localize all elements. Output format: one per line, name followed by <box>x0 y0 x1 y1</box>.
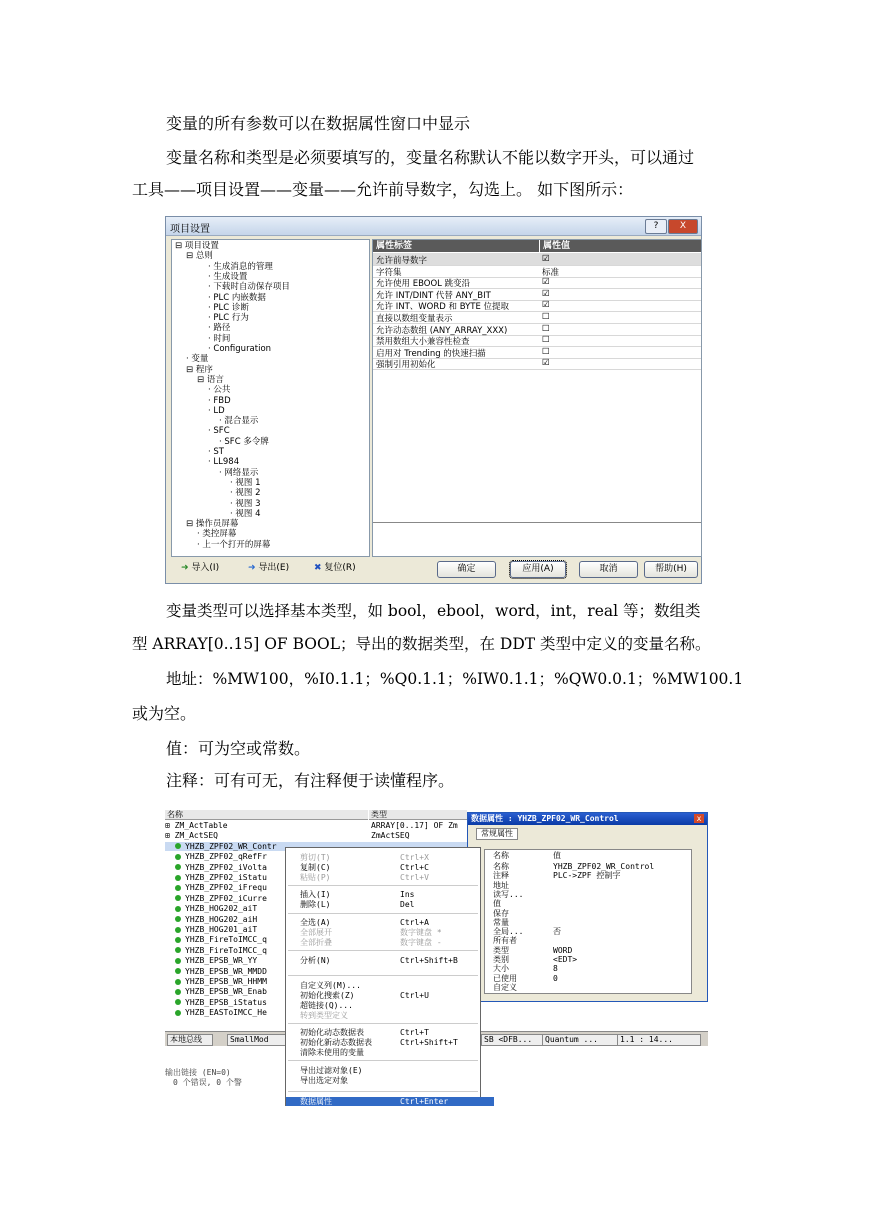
menu-item-label: 全部展开 <box>300 928 332 937</box>
variable-icon <box>175 885 181 891</box>
property-name: 所有者 <box>493 936 517 946</box>
variable-name: YHZB_EPSB_WR_YY <box>185 956 258 966</box>
cancel-button[interactable]: 取消 <box>579 561 638 578</box>
tree-item[interactable]: · 视图 1 <box>230 477 261 488</box>
variable-type: ZmActSEQ <box>371 831 410 841</box>
close-icon[interactable]: X <box>668 219 698 234</box>
property-label: 直接以数组变量表示 <box>376 314 453 324</box>
menu-item-shortcut: 数字键盘 - <box>400 938 442 947</box>
import-icon: ➜ <box>181 563 189 573</box>
import-label: 导入(I) <box>191 563 220 573</box>
tree-item[interactable]: ⊟ 总则 <box>186 251 213 262</box>
tree-item[interactable]: · FBD <box>208 395 231 406</box>
dialog-title: 项目设置 <box>170 224 210 235</box>
variable-type: ARRAY[0..17] OF Zm <box>371 821 458 830</box>
menu-item-label: 导出选定对象 <box>300 1076 348 1085</box>
property-name: 常量 <box>493 917 509 927</box>
reset-button[interactable] <box>314 561 356 576</box>
tree-item[interactable]: · 路径 <box>208 323 231 334</box>
reset-icon: ✖ <box>314 563 322 573</box>
property-value[interactable]: 否 <box>553 927 561 937</box>
property-name: 自定义 <box>493 982 517 992</box>
property-name: 读写... <box>493 889 524 899</box>
property-label: 允许动态数组 (ANY_ARRAY_XXX) <box>376 325 508 336</box>
taskbar-button[interactable]: Quantum ... <box>542 1034 618 1046</box>
menu-item[interactable] <box>300 1011 478 1021</box>
taskbar-button[interactable]: SB <DFB... <box>481 1034 543 1046</box>
menu-item-label: 插入(I) <box>300 890 331 899</box>
variable-icon <box>175 968 181 974</box>
tree-item[interactable]: · 类控屏幕 <box>197 529 237 540</box>
menu-item[interactable] <box>300 1001 478 1011</box>
menu-item[interactable] <box>300 956 478 966</box>
property-name: 已使用 <box>493 973 517 983</box>
variable-name: YHZB_ZPF02_iStatu <box>185 873 267 882</box>
menu-separator <box>288 1091 478 1092</box>
tree-item[interactable]: ⊟ 语言 <box>197 374 224 385</box>
property-value[interactable]: 标准 <box>542 267 560 278</box>
variable-editor-screenshot <box>165 810 708 1106</box>
properties-close-icon[interactable]: x <box>694 814 704 823</box>
property-value[interactable]: ☐ <box>542 312 550 322</box>
menu-item-label: 初始化搜索(Z) <box>300 991 355 1000</box>
property-value[interactable]: ☐ <box>542 346 550 357</box>
taskbar-button[interactable]: SmallMod <box>227 1034 289 1046</box>
variable-icon <box>175 864 181 870</box>
menu-item[interactable] <box>300 991 478 1001</box>
menu-item-label: 全部折叠 <box>300 938 332 947</box>
menu-item-shortcut: 数字键盘 * <box>400 928 442 937</box>
variable-name: YHZB_ZPF02_iFrequ <box>185 883 267 893</box>
help-icon[interactable]: ? <box>645 219 667 234</box>
output-line-1: 输出链接 (EN=0) <box>165 1068 231 1077</box>
property-row[interactable] <box>373 357 701 370</box>
menu-item[interactable] <box>300 1048 478 1058</box>
menu-item-label: 初始化新动态数据表 <box>300 1038 372 1047</box>
menu-item-shortcut: Ctrl+X <box>400 853 429 862</box>
menu-item[interactable] <box>300 981 478 991</box>
tree-item[interactable]: · SFC 多令牌 <box>219 436 269 447</box>
settings-tree <box>171 239 370 557</box>
property-value[interactable]: 8 <box>553 964 558 974</box>
output-line-2: 0 个错误, 0 个警 <box>173 1078 242 1087</box>
property-value[interactable]: <EDT> <box>553 955 578 964</box>
property-value[interactable]: 0 <box>553 973 558 983</box>
menu-item[interactable] <box>286 1097 494 1106</box>
property-value[interactable]: ☑ <box>542 288 550 299</box>
property-label: 允许前导数字 <box>376 256 428 266</box>
menu-item-label: 复制(C) <box>300 863 331 872</box>
dialog-titlebar <box>166 217 701 236</box>
variable-icon <box>175 979 181 985</box>
context-menu <box>285 847 481 1106</box>
expand-icon: ⊞ <box>165 831 175 841</box>
property-value[interactable]: WORD <box>553 945 573 955</box>
tree-item[interactable]: · PLC 诊断 <box>208 302 249 313</box>
col-name-header: 名称 <box>493 851 509 860</box>
expand-icon: ⊞ <box>165 821 175 830</box>
tree-item[interactable]: ⊟ 操作员屏幕 <box>186 519 239 530</box>
menu-item[interactable] <box>300 1066 478 1076</box>
menu-separator <box>288 1023 478 1024</box>
tree-item[interactable]: · ST <box>208 447 224 457</box>
tree-item[interactable]: · 公共 <box>208 385 231 396</box>
export-label: 导出(E) <box>258 563 290 573</box>
tree-item[interactable]: · 视图 2 <box>230 488 261 499</box>
export-button[interactable] <box>248 561 289 576</box>
menu-item-label: 清除未使用的变量 <box>300 1048 364 1057</box>
variable-icon <box>175 958 181 964</box>
tree-item[interactable]: ⊟ 项目设置 <box>175 241 219 251</box>
import-button[interactable] <box>181 561 219 576</box>
menu-item-label: 数据属性 <box>300 1097 332 1106</box>
variable-name: YHZB_EPSB_WR_Enab <box>185 987 267 997</box>
paragraph-1: 变量的所有参数可以在数据属性窗口中显示 <box>166 114 471 133</box>
paragraph-3-line-1: 变量类型可以选择基本类型，如 bool，ebool，word，int，real 等；数组类 <box>166 602 701 620</box>
menu-item[interactable] <box>300 918 478 928</box>
variable-name: ZM_ActSEQ <box>174 831 218 841</box>
property-name: 名称 <box>493 862 509 871</box>
help-button[interactable]: 帮助(H) <box>644 561 698 578</box>
tree-item[interactable]: · 变量 <box>186 354 209 365</box>
tree-item[interactable]: · 视图 3 <box>230 498 261 509</box>
menu-item[interactable] <box>300 1076 478 1086</box>
property-name: 注释 <box>493 871 509 881</box>
taskbar-button[interactable]: 1.1 : 14... <box>617 1034 701 1046</box>
variable-name: YHZB_ZPF02_WR_Contr <box>185 841 277 851</box>
menu-item-label: 超链接(Q)... <box>300 1001 353 1010</box>
property-name: 类别 <box>493 955 509 964</box>
menu-item[interactable] <box>300 1028 478 1038</box>
menu-item[interactable] <box>300 928 478 938</box>
menu-item[interactable] <box>300 938 478 948</box>
menu-item[interactable] <box>300 1038 478 1048</box>
menu-item-label: 删除(L) <box>300 900 331 909</box>
property-name: 值 <box>493 899 501 909</box>
tree-item[interactable]: · 视图 4 <box>230 508 261 519</box>
data-properties-window <box>467 812 708 1002</box>
tree-item[interactable]: · 生成设置 <box>208 271 248 282</box>
tree-item[interactable]: · PLC 内嵌数据 <box>208 292 266 303</box>
menu-item[interactable] <box>300 890 478 900</box>
project-settings-dialog <box>165 216 702 584</box>
variable-icon <box>175 989 181 995</box>
tree-item[interactable]: · 时间 <box>208 333 231 344</box>
menu-item-shortcut: Ctrl+V <box>400 873 429 882</box>
export-icon: ➜ <box>248 563 256 573</box>
paragraph-4-line-1: 地址：%MW100，%I0.1.1；%Q0.1.1；%IW0.1.1；%QW0.0.1；%MW100.1 <box>166 670 744 688</box>
reset-label: 复位(R) <box>324 563 356 573</box>
property-label: 允许 INT、WORD 和 BYTE 位提取 <box>376 302 510 313</box>
property-value[interactable]: ☑ <box>542 277 550 288</box>
col-value-header: 值 <box>553 851 561 860</box>
variable-name: YHZB_EASToIMCC_He <box>185 1008 267 1018</box>
variable-icon <box>175 916 181 922</box>
variable-icon <box>175 895 181 901</box>
paragraph-2-line-1: 变量名称和类型是必须要填写的，变量名称默认不能以数字开头，可以通过 <box>166 148 695 167</box>
property-name: 保存 <box>493 908 509 918</box>
property-value[interactable]: ☑ <box>542 254 550 264</box>
paragraph-4-line-2: 或为空。 <box>132 704 197 723</box>
variable-name: ZM_ActTable <box>174 821 228 830</box>
menu-item[interactable] <box>300 873 478 883</box>
property-value[interactable]: YHZB_ZPF02_WR_Control <box>553 862 655 871</box>
variable-icon <box>175 947 181 953</box>
variable-name: YHZB_EPSB_WR_MMDD <box>185 966 267 976</box>
menu-item-shortcut: Ctrl+Shift+B <box>400 956 458 965</box>
menu-item-label: 分析(N) <box>300 956 331 965</box>
tree-item[interactable]: · 下载时自动保存项目 <box>208 282 290 293</box>
property-value[interactable]: ☑ <box>542 300 550 311</box>
menu-item-label: 粘贴(P) <box>300 873 331 882</box>
apply-button[interactable]: 应用(A) <box>510 561 566 578</box>
menu-item-shortcut: Del <box>400 900 415 909</box>
property-value[interactable]: ☑ <box>542 358 550 369</box>
variable-icon <box>175 843 181 849</box>
variable-name: YHZB_ZPF02_qRefFr <box>185 852 267 862</box>
variable-icon <box>175 937 181 943</box>
menu-separator <box>288 1060 478 1061</box>
menu-item[interactable] <box>300 900 478 910</box>
taskbar-button[interactable]: 本地总线 <box>167 1034 213 1046</box>
col-type-header: 类型 <box>369 810 467 820</box>
menu-item-label: 初始化动态数据表 <box>300 1028 364 1037</box>
property-value[interactable]: PLC->ZPF 控制字 <box>553 871 621 881</box>
variable-icon <box>175 875 181 881</box>
property-value[interactable]: ☐ <box>542 335 550 346</box>
tree-item[interactable]: · PLC 行为 <box>208 313 249 324</box>
tab-general[interactable]: 常规属性 <box>476 828 518 840</box>
property-value[interactable]: ☐ <box>542 323 550 334</box>
paragraph-6: 注释：可有可无，有注释便于读懂程序。 <box>166 771 455 790</box>
property-label: 禁用数组大小兼容性检查 <box>376 337 470 348</box>
menu-separator <box>288 885 478 886</box>
menu-item-label: 全选(A) <box>300 918 331 927</box>
tree-item[interactable]: · SFC <box>208 426 230 437</box>
variable-icon <box>175 906 181 912</box>
variable-name: YHZB_EPSB_WR_HHMM <box>185 977 267 986</box>
menu-item-shortcut: Ctrl+U <box>400 991 429 1000</box>
tree-item[interactable]: · LL984 <box>208 457 240 468</box>
menu-separator <box>288 950 478 951</box>
tree-item[interactable]: · 混合显示 <box>219 416 259 427</box>
property-name: 地址 <box>493 880 509 890</box>
col-value-header: 属性值 <box>540 240 701 252</box>
variable-name: YHZB_HOG202_aiT <box>185 904 258 914</box>
table-row[interactable] <box>165 831 467 840</box>
variable-name: YHZB_ZPF02_iVolta <box>185 862 267 872</box>
menu-separator <box>288 975 478 976</box>
table-row[interactable] <box>165 821 467 830</box>
paragraph-5: 值：可为空或常数。 <box>166 739 311 758</box>
menu-item[interactable] <box>300 863 478 873</box>
variable-icon <box>175 927 181 933</box>
menu-item[interactable] <box>300 853 478 863</box>
property-label: 强制引用初始化 <box>376 360 436 371</box>
menu-item-label: 转到类型定义 <box>300 1011 348 1020</box>
tree-item[interactable]: ⊟ 程序 <box>186 364 213 375</box>
tree-item[interactable]: · 上一个打开的屏幕 <box>197 539 271 550</box>
property-name: 全局... <box>493 927 524 937</box>
col-label-header: 属性标签 <box>373 240 539 252</box>
property-name: 大小 <box>493 964 509 974</box>
variable-name: YHZB_ZPF02_iCurre <box>185 893 267 903</box>
menu-item-shortcut: Ctrl+C <box>400 863 429 872</box>
property-grid <box>372 239 702 557</box>
menu-item-shortcut: Ctrl+Shift+T <box>400 1038 458 1047</box>
variable-icon <box>175 999 181 1005</box>
variable-name: YHZB_FireToIMCC_q <box>185 945 267 955</box>
tree-item[interactable]: · Configuration <box>208 344 272 354</box>
menu-item-shortcut: Ctrl+T <box>400 1028 429 1037</box>
variable-name: YHZB_EPSB_iStatus <box>185 997 267 1007</box>
tree-item[interactable]: · 生成消息的管理 <box>208 261 273 272</box>
variable-name: YHZB_FireToIMCC_q <box>185 935 267 945</box>
menu-item-shortcut: Ins <box>400 890 415 899</box>
tree-item[interactable]: · 网络显示 <box>219 467 259 478</box>
variable-icon <box>175 1010 181 1016</box>
properties-grid <box>484 849 692 994</box>
tree-item[interactable]: · LD <box>208 405 225 416</box>
col-name-header: 名称 <box>165 810 368 820</box>
paragraph-3-line-2: 型 ARRAY[0..15] OF BOOL；导出的数据类型，在 DDT 类型中定义的变量名称。 <box>132 635 711 653</box>
variable-icon <box>175 854 181 860</box>
menu-item-label: 导出过滤对象(E) <box>300 1066 363 1075</box>
property-label: 允许 INT/DINT 代替 ANY_BIT <box>376 290 491 301</box>
menu-item-label: 剪切(T) <box>300 853 331 862</box>
ok-button[interactable]: 确定 <box>437 561 496 578</box>
property-name: 类型 <box>493 945 509 955</box>
menu-item-shortcut: Ctrl+A <box>400 918 429 927</box>
paragraph-2-line-2: 工具——项目设置——变量——允许前导数字，勾选上。 如下图所示： <box>132 180 634 199</box>
property-label: 启用对 Trending 的快速扫描 <box>376 348 486 359</box>
variable-name: YHZB_HOG201_aiT <box>185 925 258 934</box>
variable-name: YHZB_HOG202_aiH <box>185 914 258 924</box>
menu-separator <box>288 913 478 914</box>
properties-title: 数据属性 : YHZB_ZPF02_WR_Control <box>468 813 707 825</box>
menu-item-label: 自定义列(M)... <box>300 981 361 990</box>
property-label: 允许使用 EBOOL 跳变沿 <box>376 279 471 290</box>
property-label: 字符集 <box>376 267 402 278</box>
menu-item-shortcut: Ctrl+Enter <box>400 1097 449 1106</box>
